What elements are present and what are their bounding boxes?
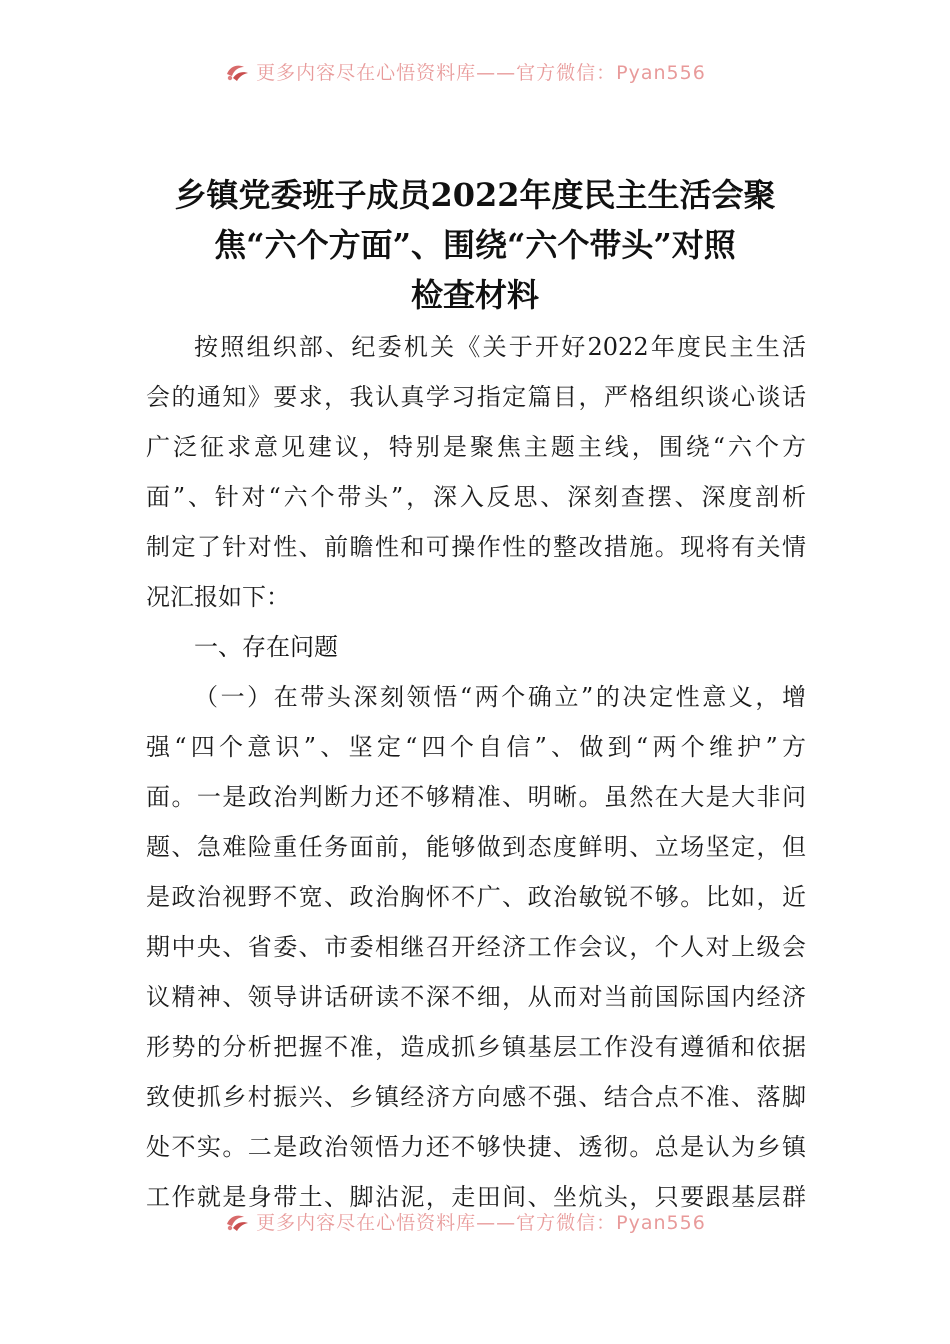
watermark-top: [0, 56, 950, 86]
watermark-text: 更多内容尽在心悟资料库——官方微信：Pyan556: [256, 1211, 706, 1234]
text-line: 强“四个意识”、坚定“四个自信”、做到“两个维护”方: [146, 733, 806, 761]
text-line: 是政治视野不宽、政治胸怀不广、政治敏锐不够。比如，近: [146, 883, 806, 911]
text-line: 形势的分析把握不准，造成抓乡镇基层工作没有遵循和依据: [146, 1033, 806, 1061]
watermark-text: 更多内容尽在心悟资料库——官方微信：Pyan556: [256, 61, 706, 84]
title-line: 检查材料: [410, 276, 539, 314]
text-line: 况汇报如下：: [146, 583, 290, 611]
text-line: 处不实。二是政治领悟力还不够快捷、透彻。总是认为乡镇: [146, 1133, 806, 1161]
text-line: 期中央、省委、市委相继召开经济工作会议，个人对上级会: [146, 933, 806, 961]
text-line: （一）在带头深刻领悟“两个确立”的决定性意义，增: [194, 683, 806, 711]
title-line: 乡镇党委班子成员2022年度民主生活会聚: [174, 176, 776, 214]
text-line: 面。一是政治判断力还不够精准、明晰。虽然在大是大非问: [146, 783, 806, 811]
text-line: 制定了针对性、前瞻性和可操作性的整改措施。现将有关情: [146, 533, 806, 561]
watermark-logo-icon: [224, 60, 250, 82]
text-line: 致使抓乡村振兴、乡镇经济方向感不强、结合点不准、落脚: [146, 1083, 806, 1111]
section-paragraph: [146, 672, 806, 1222]
document-title: [130, 170, 820, 320]
text-line: 面”、针对“六个带头”，深入反思、深刻查摆、深度剖析: [146, 483, 806, 511]
section-heading: 一、存在问题: [194, 633, 338, 661]
watermark-logo-icon: [224, 1210, 250, 1232]
watermark-bottom: [0, 1206, 950, 1236]
intro-paragraph: [146, 322, 806, 622]
text-line: 议精神、领导讲话研读不深不细，从而对当前国际国内经济: [146, 983, 806, 1011]
text-line: 题、急难险重任务面前，能够做到态度鲜明、立场坚定，但: [146, 833, 806, 861]
title-line: 焦“六个方面”、围绕“六个带头”对照: [214, 226, 736, 264]
text-line: 会的通知》要求，我认真学习指定篇目，严格组织谈心谈话: [146, 383, 806, 411]
text-line: 广泛征求意见建议，特别是聚焦主题主线，围绕“六个方: [146, 433, 806, 461]
document-body: [146, 322, 806, 1222]
text-line: 按照组织部、纪委机关《关于开好2022年度民主生活: [194, 333, 806, 361]
text-line: 工作就是身带土、脚沾泥，走田间、坐炕头，只要跟基层群: [146, 1183, 806, 1211]
